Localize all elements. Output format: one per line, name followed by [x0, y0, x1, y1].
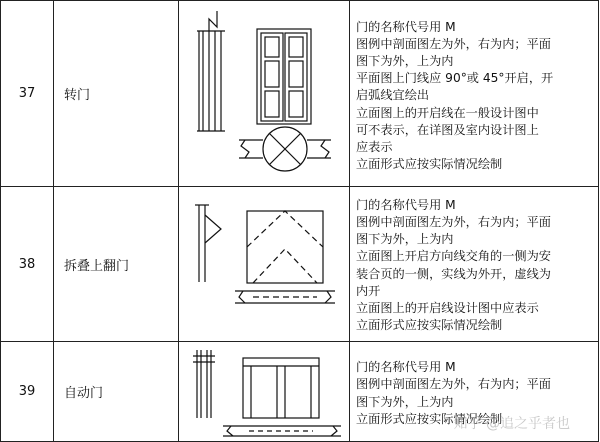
door-type-name: 拆叠上翻门	[54, 187, 179, 342]
row-number: 38	[1, 187, 54, 342]
description-line: 图例中剖面图左为外，右为内；平面	[356, 214, 551, 229]
folding-overhead-door-figure	[179, 187, 350, 342]
description-line: 立面形式应按实际情况绘制	[356, 318, 503, 333]
table-row	[1, 1, 599, 187]
description-line: 图下为外，上为内	[356, 232, 454, 247]
watermark: 知乎 @追之乎者也	[453, 416, 570, 432]
description-line: 图下为外，上为内	[356, 53, 454, 68]
door-description	[350, 187, 599, 342]
row-number: 39	[1, 342, 54, 442]
description-line: 立面图上的开启线在一般设计图中	[356, 105, 539, 120]
description-line: 内开	[356, 283, 381, 298]
table-row	[1, 187, 599, 342]
revolving-door-drawing	[179, 1, 349, 186]
folding-overhead-door-drawing	[179, 187, 349, 341]
description-line: 立面图上开启方向线交角的一侧为安	[356, 249, 551, 264]
description-line: 图下为外，上为内	[356, 394, 454, 409]
automatic-door-drawing	[179, 342, 349, 441]
description-line: 平面图上门线应 90°或 45°开启，开	[356, 71, 554, 86]
description-line: 可不表示，在详图及室内设计图上	[356, 122, 539, 137]
description-line: 图例中剖面图左为外，右为内；平面	[356, 377, 551, 392]
description-line: 门的名称代号用 M	[356, 19, 456, 34]
door-description	[350, 1, 599, 187]
description-line: 门的名称代号用 M	[356, 360, 456, 375]
revolving-door-figure	[179, 1, 350, 187]
description-line: 立面形式应按实际情况绘制	[356, 411, 503, 426]
door-type-name: 转门	[54, 1, 179, 187]
description-line: 立面图上的开启线设计图中应表示	[356, 300, 539, 315]
description-line: 装合页的一侧，实线为外开，虚线为	[356, 266, 551, 281]
description-line: 图例中剖面图左为外，右为内；平面	[356, 36, 551, 51]
description-line: 启弧线宜绘出	[356, 88, 430, 103]
automatic-door-figure	[179, 342, 350, 442]
description-line: 立面形式应按实际情况绘制	[356, 157, 503, 172]
row-number: 37	[1, 1, 54, 187]
door-type-name: 自动门	[54, 342, 179, 442]
description-line: 门的名称代号用 M	[356, 197, 456, 212]
description-line: 应表示	[356, 140, 393, 154]
